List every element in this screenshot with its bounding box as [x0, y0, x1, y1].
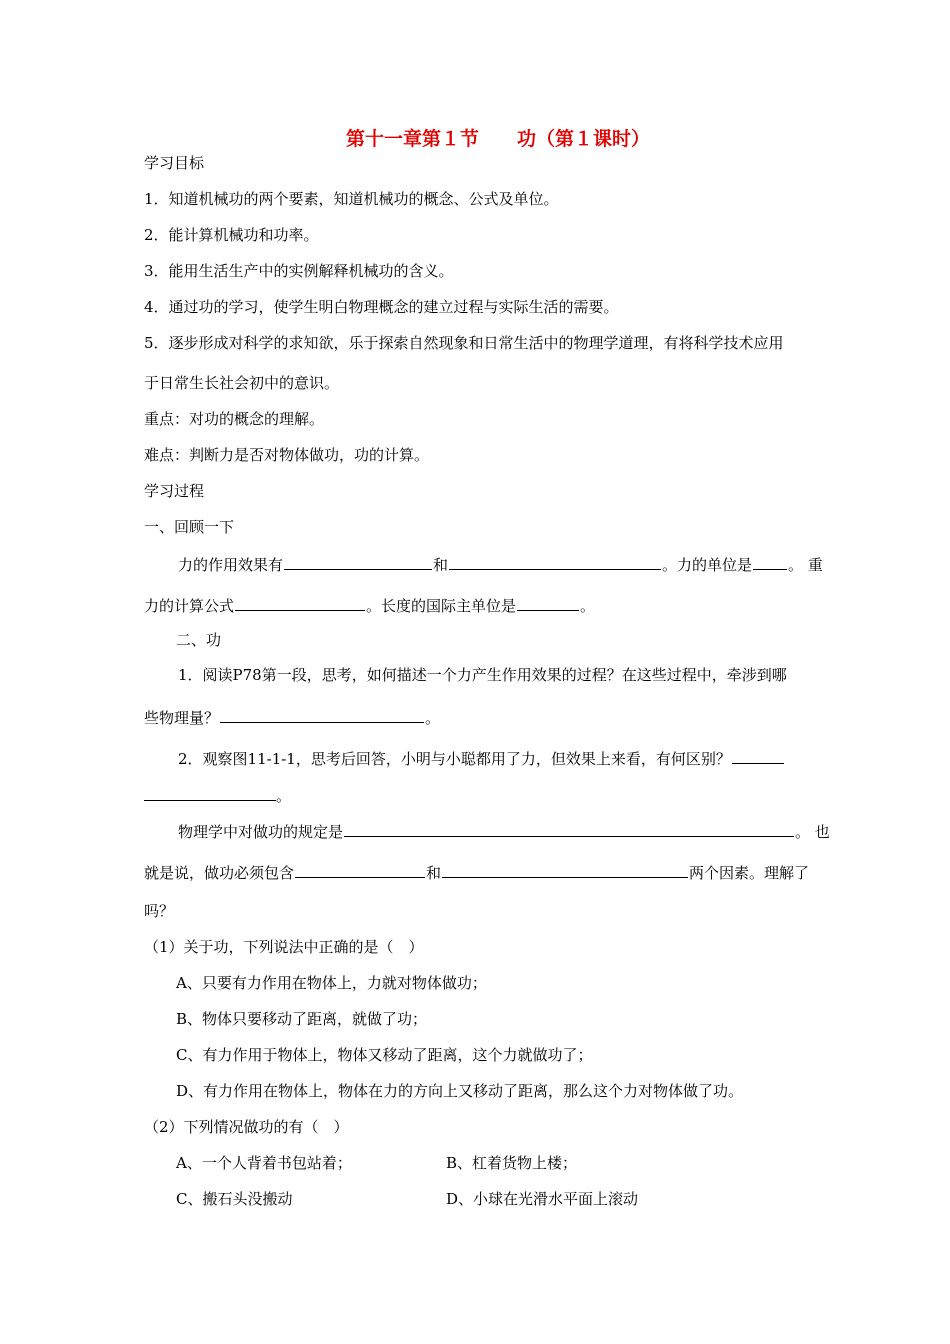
- objective-item: 于日常生长社会初中的意识。: [144, 374, 340, 392]
- process-heading: 学习过程: [144, 482, 205, 500]
- question-1-stem: （1）关于功，下列说法中正确的是（ ）: [144, 938, 424, 956]
- question-2-option: D、小球在光滑水平面上滚动: [446, 1190, 639, 1208]
- objectives-heading: 学习目标: [144, 154, 205, 172]
- work-question-2-line-1: 2．观察图11-1-1，思考后回答，小明与小聪都用了力，但效果上来看，有何区别？: [178, 747, 785, 769]
- objective-item: 3．能用生活生产中的实例解释机械功的含义。: [144, 262, 454, 280]
- section-heading: 一、回顾一下: [144, 518, 235, 536]
- question-1-option: B、物体只要移动了距离，就做了功；: [176, 1010, 428, 1028]
- blank-line: [235, 594, 365, 611]
- question-1-option: C、有力作用于物体上，物体又移动了距离，这个力就做功了；: [176, 1046, 593, 1064]
- blank-line: [517, 594, 579, 611]
- question-2-option: A、一个人背着书包站着；: [176, 1154, 352, 1172]
- blank-line: [284, 553, 432, 570]
- blank-line: [220, 706, 424, 723]
- question-2-option: B、杠着货物上楼；: [446, 1154, 578, 1172]
- key-point: 重点：对功的概念的理解。: [144, 410, 325, 428]
- review-line-1: 力的作用效果有 和 。力的单位是 。 重: [178, 553, 823, 575]
- blank-line: [732, 747, 784, 764]
- blank-line: [144, 784, 276, 801]
- work-question-1-line-1: 1．阅读P78第一段，思考，如何描述一个力产生作用效果的过程？在这些过程中，牵涉到哪: [178, 666, 787, 684]
- objective-item: 2．能计算机械功和功率。: [144, 226, 319, 244]
- work-question-2-line-2: 。: [144, 784, 291, 806]
- objective-item: 1．知道机械功的两个要素，知道机械功的概念、公式及单位。: [144, 190, 559, 208]
- definition-line-3: 吗？: [144, 902, 175, 920]
- section-heading: 二、功: [176, 631, 222, 649]
- question-2-option: C、搬石头没搬动: [176, 1190, 293, 1208]
- objective-item: 4．通过功的学习，使学生明白物理概念的建立过程与实际生活的需要。: [144, 298, 619, 316]
- definition-line-2: 就是说，做功必须包含 和 两个因素。理解了: [144, 861, 809, 883]
- blank-line: [442, 861, 688, 878]
- page-title: 第十一章第１节 功（第１课时）: [345, 128, 650, 150]
- question-1-option: A、只要有力作用在物体上，力就对物体做功；: [176, 974, 487, 992]
- question-2-stem: （2）下列情况做功的有（ ）: [144, 1118, 349, 1136]
- work-question-1-line-2: 些物理量？ 。: [144, 706, 440, 728]
- objective-item: 5．逐步形成对科学的求知欲，乐于探索自然现象和日常生活中的物理学道理，有将科学技术应用: [144, 334, 784, 352]
- review-line-2: 力的计算公式 。长度的国际主单位是 。: [144, 594, 595, 616]
- blank-line: [449, 553, 661, 570]
- blank-line: [753, 553, 787, 570]
- blank-line: [344, 820, 794, 837]
- definition-line-1: 物理学中对做功的规定是 。 也: [178, 820, 830, 842]
- blank-line: [295, 861, 425, 878]
- difficulty: 难点：判断力是否对物体做功，功的计算。: [144, 446, 430, 464]
- question-1-option: D、有力作用在物体上，物体在力的方向上又移动了距离，那么这个力对物体做了功。: [176, 1082, 744, 1100]
